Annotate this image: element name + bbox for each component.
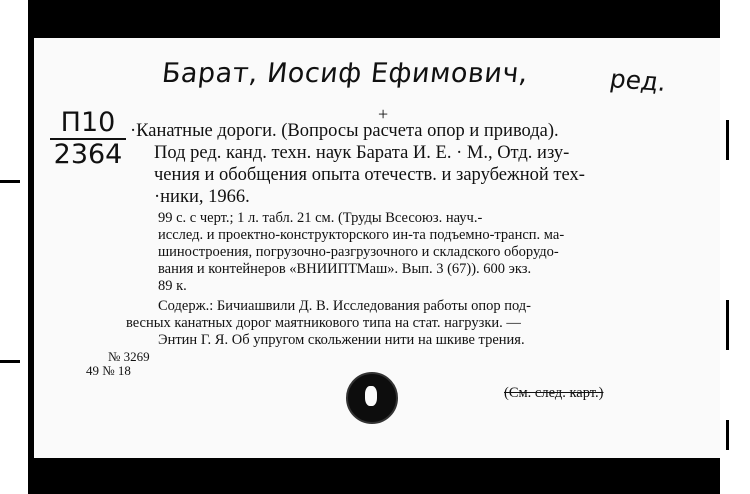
continuation-note: (См. след. карт.): [504, 385, 604, 401]
contents-line: Энтин Г. Я. Об упругом скольжении нити на шкиве трения.: [158, 332, 525, 348]
punch-hole: [346, 372, 398, 424]
accession-number: № 3269: [108, 349, 150, 364]
scan-mark: [0, 360, 20, 363]
title-line: ·Канатные дороги. (Вопросы расчета опор и привода).: [130, 121, 559, 141]
description-line: 89 к.: [158, 278, 187, 294]
shelf-mark-top: П10: [50, 108, 126, 140]
title-line: ·ники, 1966.: [154, 187, 250, 207]
title-line: Под ред. канд. техн. наук Барата И. Е. · М., Отд. изу-: [154, 143, 570, 163]
title-block: [130, 120, 710, 208]
scan-mark: [726, 120, 729, 160]
physical-description: [158, 210, 706, 295]
contents-line: Содерж.: Бичиашвили Д. В. Исследования работы опор под-: [158, 298, 532, 314]
description-line: исслед. и проектно-конструкторского ин-та подъемно-трансп. ма-: [158, 227, 565, 243]
handwritten-mark: +: [378, 104, 389, 124]
scan-border-left: [0, 0, 34, 494]
scan-border-top: [34, 0, 720, 38]
scan-border-bottom: [34, 458, 720, 494]
scan-border-right: [720, 0, 750, 494]
punch-hole-center: [365, 386, 377, 406]
accession-numbers: [86, 350, 150, 378]
description-line: вания и контейнеров «ВНИИПТМаш». Вып. 3 (67)). 600 экз.: [158, 261, 532, 277]
catalog-card: [34, 38, 720, 458]
shelf-mark-bottom: 2364: [53, 139, 123, 170]
contents-note: [126, 298, 706, 349]
description-line: шиностроения, погрузочно-разгрузочного и складского оборудо-: [158, 244, 559, 260]
handwritten-author: Барат, Иосиф Ефимович,: [160, 58, 530, 89]
contents-line: весных канатных дорог маятникового типа на стат. нагрузки. —: [126, 315, 521, 331]
scan-mark: [726, 420, 729, 450]
description-line: 99 с. с черт.; 1 л. табл. 21 см. (Труды Всесоюз. науч.-: [158, 210, 483, 226]
title-line: чения и обобщения опыта отечеств. и зарубежной тех-: [154, 165, 585, 185]
shelf-mark: [50, 108, 126, 170]
scan-mark: [726, 300, 729, 350]
handwritten-role: ред.: [607, 64, 669, 97]
scan-mark: [0, 180, 20, 183]
accession-number: 49 № 18: [86, 363, 131, 378]
